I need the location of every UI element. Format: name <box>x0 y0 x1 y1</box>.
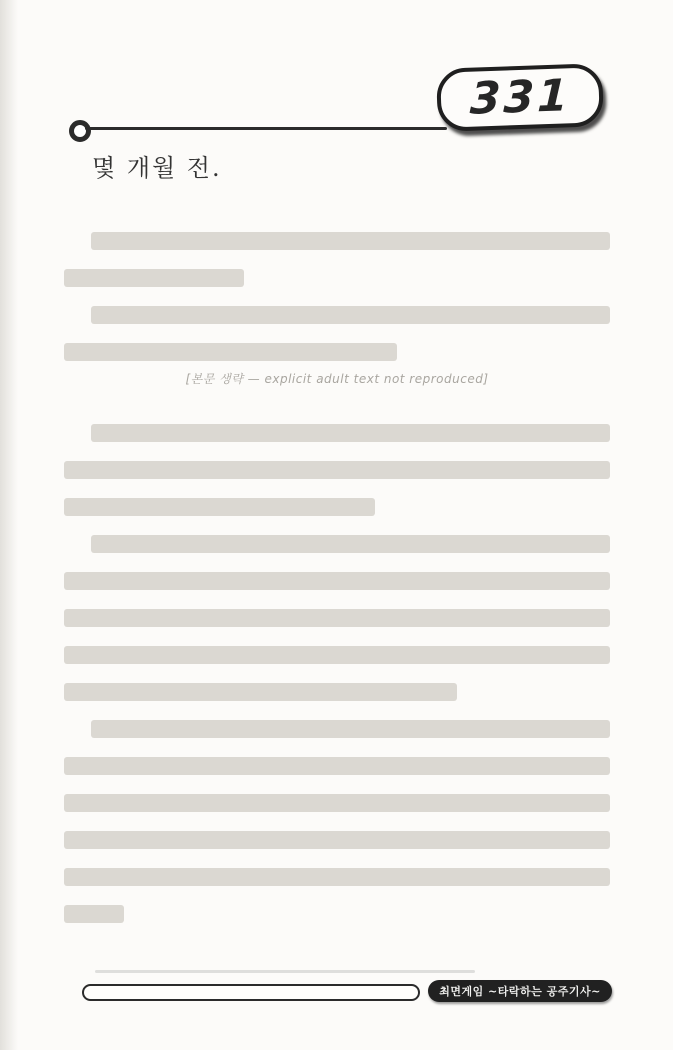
page-number-badge <box>436 63 604 132</box>
redacted-text-line <box>64 461 610 479</box>
redacted-text-line <box>64 757 610 775</box>
redacted-text-line <box>64 498 375 516</box>
redacted-text-line <box>64 646 610 664</box>
page-number: 331 <box>468 70 572 125</box>
scan-gutter-shading <box>0 0 18 1050</box>
redacted-text-line <box>91 232 610 250</box>
redacted-text-line <box>64 683 457 701</box>
redacted-text-line <box>91 720 610 738</box>
redacted-body <box>64 222 610 932</box>
redacted-text-line <box>64 269 244 287</box>
redacted-paragraph <box>64 710 610 932</box>
redacted-paragraph <box>64 525 610 710</box>
redaction-note: [본문 생략 — explicit adult text not reproduced] <box>64 368 610 389</box>
footer-book-title: 최면게임 ~타락하는 공주기사~ <box>428 980 612 1002</box>
redacted-paragraph <box>64 222 610 296</box>
redacted-paragraph <box>64 414 610 525</box>
redacted-text-line <box>64 343 397 361</box>
redacted-text-line <box>64 609 610 627</box>
header-rule-line <box>85 127 447 130</box>
redacted-text-line <box>91 535 610 553</box>
footer-empty-pill <box>82 984 420 1001</box>
redacted-text-line <box>64 794 610 812</box>
redacted-text-line <box>91 306 610 324</box>
redacted-text-line <box>64 572 610 590</box>
footer-scan-streak <box>95 970 475 973</box>
header-rule-ring <box>69 120 91 142</box>
redacted-text-line <box>64 868 610 886</box>
redacted-text-line <box>91 424 610 442</box>
redacted-text-line <box>64 831 610 849</box>
redacted-paragraph <box>64 296 610 370</box>
section-heading: 몇 개월 전. <box>92 154 222 182</box>
redacted-text-line <box>64 905 124 923</box>
